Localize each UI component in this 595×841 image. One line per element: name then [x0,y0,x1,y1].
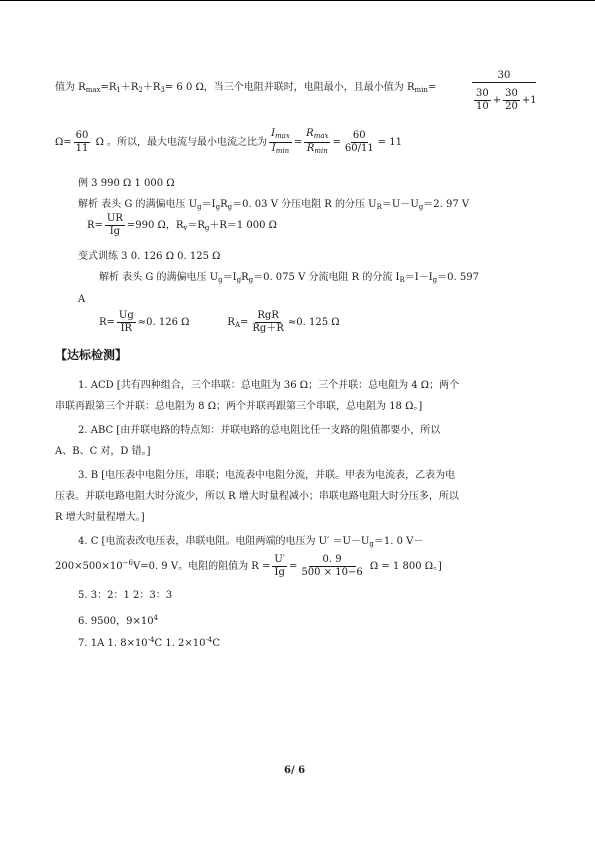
answer-7: 7. 1A 1. $8\times 10^{-4}C$ 1. $2\times 10^{-4}C$ [78,636,220,649]
example-3-analysis-line: 解析 表头 G 的满偏电压 $U_g=I_gR_g=0$. 03 V 分压电阻 R 的分压 $U_R=U-U_g=2$. 97 V [78,199,470,211]
answer-1-line-2: 串联再跟第三个并联：总电阻为 8 Ω；两个并联再跟第三个串联，总电阻为 18 Ω。] [55,401,423,412]
variant-3-unit: A [78,294,86,305]
answer-3-line-1: 3. B [电压表中电阻分压，串联；电流表中电阻分流，并联。甲表为电流表，乙表为电 [78,470,456,481]
answer-4-line-1: 4. C [电流表改电压表，串联电阻。电阻两端的电压为 $U' =U-U_g=1$. 0 V－ [78,536,424,548]
answer-6: 6. 9500，$9\times 10^4$ [78,614,159,627]
text-line-p2: Ω= $\frac{60}{11}$ Ω 。所以，最大电流与最小电流之比为 $\frac{I_{max}}{I_{min}}$ = $\frac{R_{max}}{R_{min}}$ = $\frac{60}{60/11}$ = 11 [55,128,402,155]
text-line-p1: 值为 $R_{max}=R_1+R_2+R_3= 6$ 0 Ω，当三个电阻并联时，电阻最小，且最小值为 $R_{min}=$ [55,82,437,94]
variant-3-analysis-line: 解析 表头 G 的满偏电压 $U_g=I_gR_g=0$. 075 V 分流电阻 R 的分流 $I_R=I-I_g=0$. 597 [99,272,479,284]
section-heading: 【达标检测】 [55,348,128,362]
answer-2-line-1: 2. ABC [由并联电路的特点知：并联电路的总电阻比任一支路的阻值都要小，所以 [78,425,441,436]
example-3-formula-line: R= $\frac{UR}{Ig}$ =990 Ω，$R_v=R_g+R=1$ 000 Ω [87,213,277,237]
answer-4-line-2: $200\times 500\times 10^{-6}V=0$. 9 V。电阻的阻值为 R = $\frac{U'}{Ig}$ = $\frac{0. 9}{500 \times 10-6}$ Ω = 1 800 Ω。] [55,554,442,578]
example-3-answer: 例 3 990 Ω 1 000 Ω [78,178,175,189]
answer-1-line-1: 1. ACD [共有四种组合，三个串联：总电阻为 36 Ω；三个并联：总电阻为 4 Ω；两个 [78,380,460,391]
page-number: 6/ 6 [284,765,306,776]
answer-2-line-2: A、B、C 对，D 错。] [55,446,151,457]
top-rule [0,0,595,1]
fraction-nested-denominator: $\frac{30}{10}$ + $\frac{30}{20}$ +1 [476,88,537,112]
variant-training-3-answer: 变式训练 3 0. 126 Ω 0. 125 Ω [78,251,221,262]
answer-5: 5. 3：2：1 2：3：3 [78,590,173,601]
answer-3-line-3: R 增大时量程增大。] [55,512,145,523]
variant-3-formula-line: R= $\frac{Ug}{IR}$ ≈0. 126 Ω $R_A=$ $\frac{\text{RgR}}{Rg+R}$ ≈0. 125 Ω [99,310,340,334]
answer-3-line-2: 压表。并联电路电阻大时分流少，所以 R 增大时量程减小；串联电路电阻大时分压多，所以 [55,491,459,502]
fraction-top-numerator: 30 [472,70,536,83]
